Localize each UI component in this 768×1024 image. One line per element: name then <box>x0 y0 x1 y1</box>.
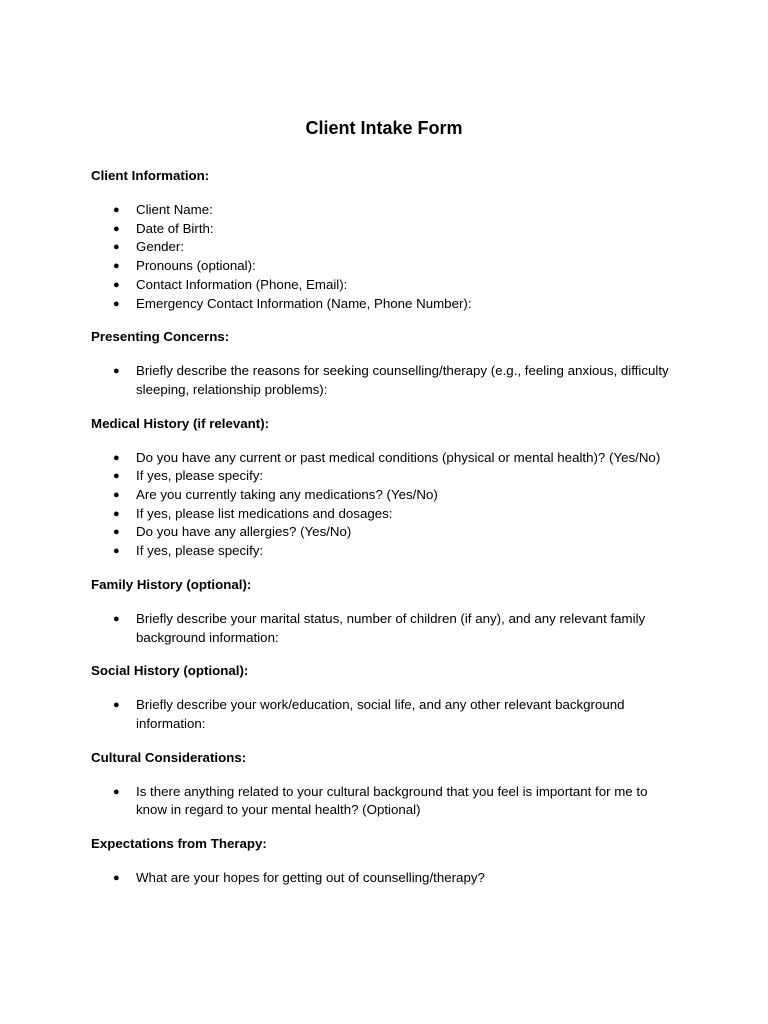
section-heading: Family History (optional): <box>91 576 252 592</box>
section-heading: Presenting Concerns: <box>91 329 230 345</box>
bullet-list <box>91 201 681 313</box>
form-section <box>91 414 681 561</box>
form-section <box>91 327 681 399</box>
bullet-icon: ● <box>113 204 120 216</box>
list-item <box>91 869 681 888</box>
list-item-text: Briefly describe the reasons for seeking counselling/therapy (e.g., feeling anxious, difficulty sleeping, relationship problems): <box>136 363 669 397</box>
list-item-text: Briefly describe your marital status, number of children (if any), and any relevant family background information: <box>136 610 646 645</box>
form-section <box>91 834 681 888</box>
list-item-text: Client Name: <box>136 202 213 217</box>
bullet-icon: ● <box>113 526 120 539</box>
form-sections <box>91 166 681 902</box>
bullet-icon: ● <box>113 699 120 712</box>
list-item-text: What are your hopes for getting out of counselling/therapy? <box>136 870 485 886</box>
bullet-icon: ● <box>113 872 120 885</box>
list-item <box>91 257 681 276</box>
form-section <box>91 661 681 733</box>
bullet-icon: ● <box>113 297 120 310</box>
list-item-text: Are you currently taking any medications? (Yes/No) <box>136 487 438 503</box>
section-heading: Cultural Considerations: <box>91 749 247 765</box>
list-item <box>91 276 681 295</box>
list-item-text: Emergency Contact Information (Name, Phone Number): <box>136 295 472 311</box>
list-item-text: Date of Birth: <box>136 220 214 236</box>
bullet-icon: ● <box>113 260 120 273</box>
list-item <box>91 505 681 524</box>
bullet-list <box>91 362 681 399</box>
list-item <box>91 201 681 220</box>
list-item <box>91 542 681 561</box>
bullet-list <box>91 869 681 888</box>
bullet-icon: ● <box>113 278 120 291</box>
section-heading: Medical History (if relevant): <box>91 415 270 431</box>
section-heading: Client Information: <box>91 168 210 183</box>
bullet-icon: ● <box>113 507 120 520</box>
list-item-text: Gender: <box>136 239 185 255</box>
list-item-text: If yes, please specify: <box>136 468 264 484</box>
list-item <box>91 696 681 733</box>
bullet-icon: ● <box>113 451 120 464</box>
form-section <box>91 575 681 647</box>
list-item <box>91 295 681 314</box>
bullet-list <box>91 783 681 820</box>
bullet-icon: ● <box>113 470 120 483</box>
bullet-icon: ● <box>113 241 120 254</box>
list-item-text: Is there anything related to your cultural background that you feel is important for me to know in regard to your mental health? (Optional) <box>136 783 648 818</box>
list-item-text: Do you have any allergies? (Yes/No) <box>136 524 352 540</box>
list-item <box>91 467 681 486</box>
form-section <box>91 748 681 820</box>
list-item-text: Briefly describe your work/education, social life, and any other relevant background information: <box>136 697 625 731</box>
bullet-icon: ● <box>113 222 120 235</box>
section-heading: Expectations from Therapy: <box>91 836 267 852</box>
page-title: Client Intake Form <box>305 118 463 138</box>
bullet-icon: ● <box>113 545 120 558</box>
list-item-text: If yes, please list medications and dosages: <box>136 505 393 521</box>
section-heading: Social History (optional): <box>91 663 249 679</box>
form-section <box>91 166 681 313</box>
list-item-text: If yes, please specify: <box>136 543 264 559</box>
list-item <box>91 610 681 647</box>
list-item <box>91 523 681 542</box>
bullet-icon: ● <box>113 489 120 502</box>
list-item <box>91 449 681 468</box>
bullet-icon: ● <box>113 612 120 625</box>
list-item <box>91 783 681 820</box>
list-item <box>91 486 681 505</box>
bullet-list <box>91 610 681 647</box>
list-item-text: Contact Information (Phone, Email): <box>136 276 348 292</box>
list-item <box>91 238 681 257</box>
bullet-icon: ● <box>113 785 120 798</box>
bullet-icon: ● <box>113 365 120 378</box>
list-item-text: Do you have any current or past medical conditions (physical or mental health)? (Yes/No) <box>136 449 661 465</box>
list-item <box>91 362 681 399</box>
bullet-list <box>91 449 681 561</box>
list-item <box>91 220 681 239</box>
list-item-text: Pronouns (optional): <box>136 258 256 274</box>
bullet-list <box>91 696 681 733</box>
